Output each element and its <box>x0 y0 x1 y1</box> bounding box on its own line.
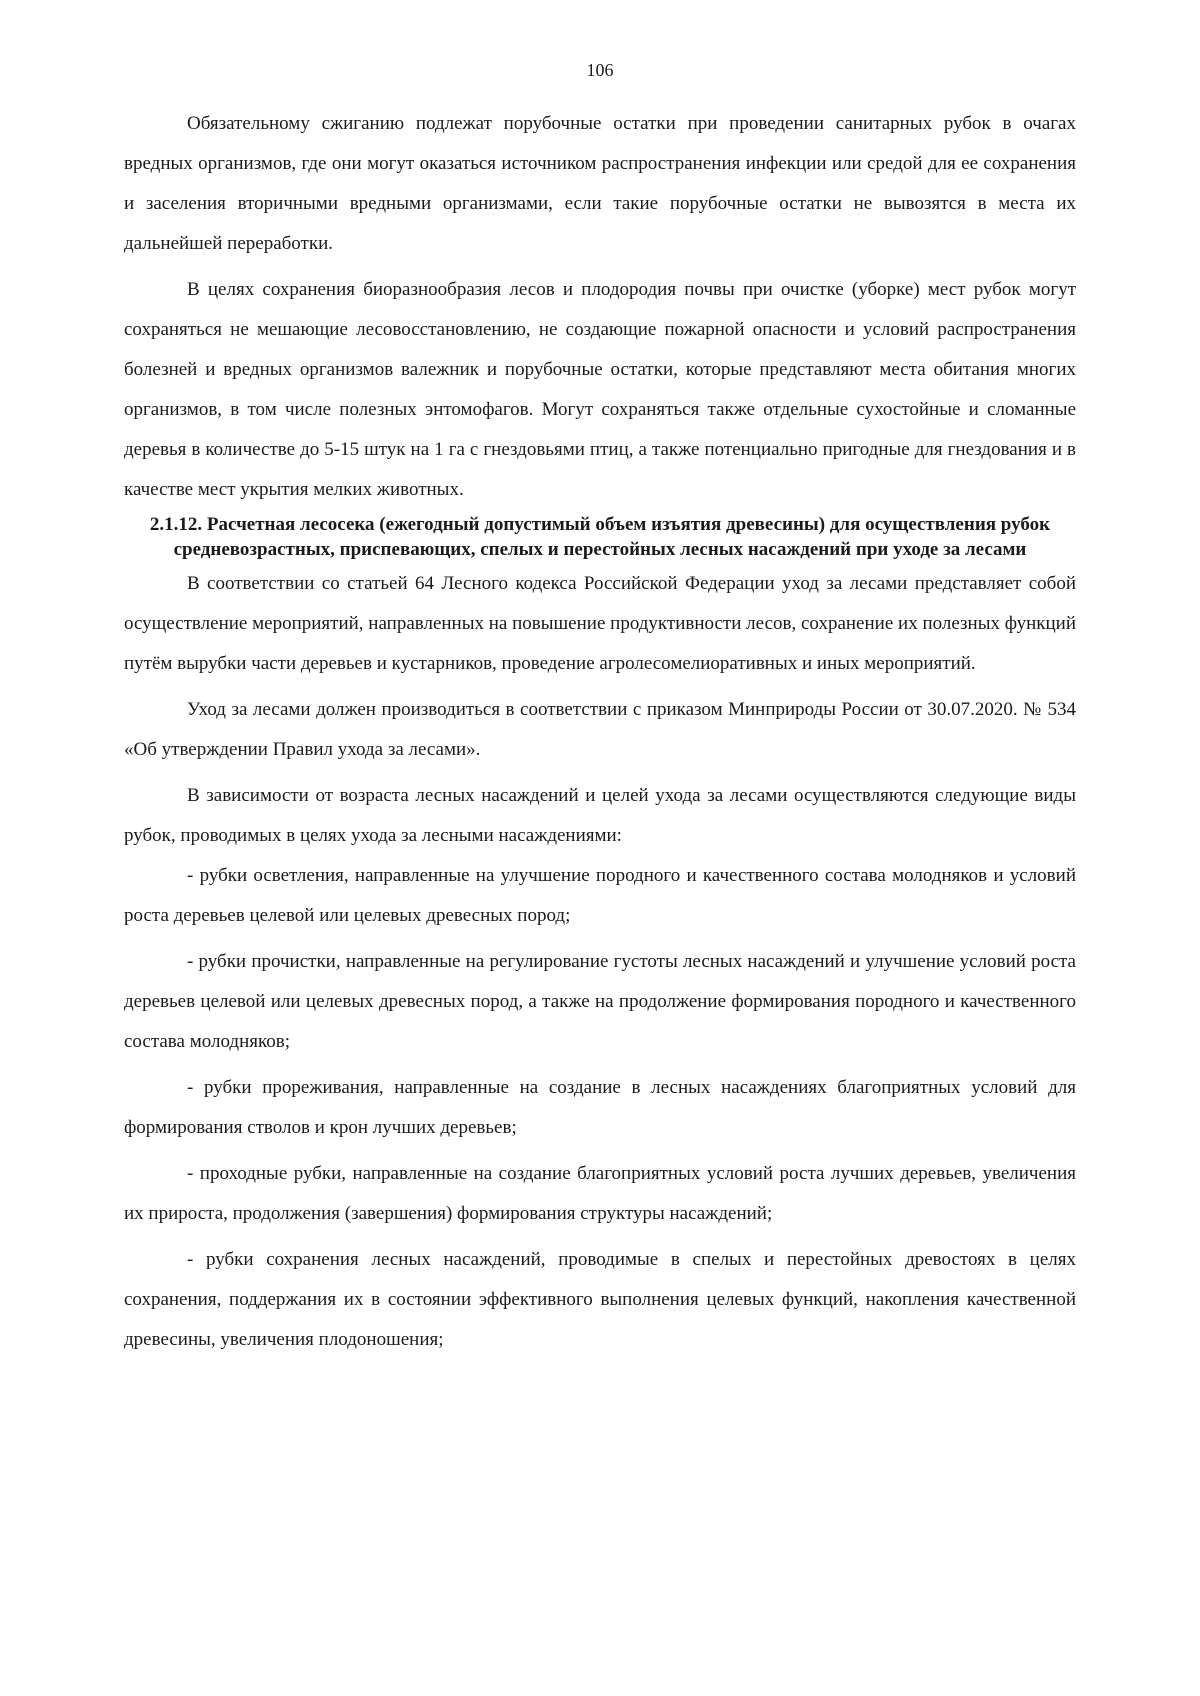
paragraph-biodiversity: В целях сохранения биоразнообразия лесов и плодородия почвы при очистке (уборке) мест рубок могут сохраняться не мешающие лесовосстановлению, не создающие пожарной опасности и условий распространения болезней и вредных организмов валежник и порубочные остатки, которые представляют места обитания многих организмов, в том числе полезных энтомофагов. Могут сохраняться также отдельные сухостойные и сломанные деревья в количестве до 5-15 штук на 1 га с гнездовьями птиц, а также потенциально пригодные для гнездования и в качестве мест укрытия мелких животных. <box>124 279 1076 500</box>
list-item: - рубки прочистки, направленные на регулирование густоты лесных насаждений и улучшение условий роста деревьев целевой или целевых древесных пород, а также на продолжение формирования породного и качественного состава молодняков; <box>124 951 1076 1052</box>
list-item: - рубки прореживания, направленные на создание в лесных насаждениях благоприятных условий для формирования стволов и крон лучших деревьев; <box>124 1077 1076 1138</box>
list-item: - рубки сохранения лесных насаждений, проводимые в спелых и перестойных древостоях в целях сохранения, поддержания их в состоянии эффективного выполнения целевых функций, накопления качественной древесины, увеличения плодоношения; <box>124 1249 1076 1350</box>
list-item: - проходные рубки, направленные на создание благоприятных условий роста лучших деревьев, увеличения их прироста, продолжения (завершения) формирования структуры насаждений; <box>124 1163 1076 1224</box>
paragraph-forest-code: В соответствии со статьей 64 Лесного кодекса Российской Федерации уход за лесами представляет собой осуществление мероприятий, направленных на повышение продуктивности лесов, сохранение их полезных функций путём вырубки части деревьев и кустарников, проведение агролесомелиоративных и иных мероприятий. <box>124 573 1076 674</box>
felling-types-list <box>124 856 1076 1360</box>
paragraph-residue-burning: Обязательному сжиганию подлежат порубочные остатки при проведении санитарных рубок в очагах вредных организмов, где они могут оказаться источником распространения инфекции или средой для ее сохранения и заселения вторичными вредными организмами, если такие порубочные остатки не вывозятся в места их дальнейшей переработки. <box>124 113 1076 254</box>
paragraph-order-reference: Уход за лесами должен производиться в соответствии с приказом Минприроды России от 30.07.2020. № 534 «Об утверждении Правил ухода за лесами». <box>124 699 1076 760</box>
page-number: 106 <box>586 60 614 80</box>
list-item: - рубки осветления, направленные на улучшение породного и качественного состава молодняков и условий роста деревьев целевой или целевых древесных пород; <box>124 865 1076 926</box>
paragraph-felling-types-intro: В зависимости от возраста лесных насаждений и целей ухода за лесами осуществляются следующие виды рубок, проводимых в целях ухода за лесными насаждениями: <box>124 785 1076 846</box>
section-heading: 2.1.12. Расчетная лесосека (ежегодный допустимый объем изъятия древесины) для осуществления рубок средневозрастных, приспевающих, спелых и перестойных лесных насаждений при уходе за лесами <box>149 514 1051 560</box>
